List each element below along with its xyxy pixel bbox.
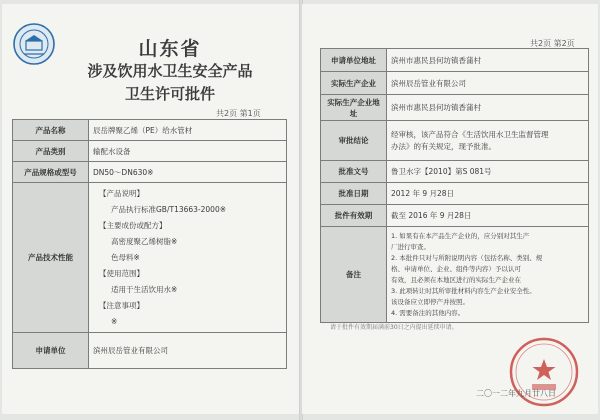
value-category: 输配水设备: [89, 141, 287, 162]
label-producer-address: 实际生产企业地址: [321, 95, 387, 121]
label-approval-no: 批准文号: [321, 161, 387, 183]
remark-line: 1. 如果有在本产品生产企业的，应分别对其生产: [391, 231, 530, 240]
value-producer: 滨州辰岳管业有限公司: [387, 72, 589, 95]
remark-line: 厂进行审查。: [391, 242, 430, 251]
value-spec: DN50～DN630※: [89, 162, 287, 183]
value-approval-no: 鲁卫水字【2010】第S 081号: [387, 161, 589, 183]
row-tech: [13, 183, 287, 333]
label-tech: 产品技术性能: [13, 183, 89, 333]
row-applicant: [13, 333, 287, 369]
title-product-type: 涉及饮用水卫生安全产品: [87, 62, 253, 80]
tech-line: 产品执行标准GB/T13663-2000※: [111, 204, 227, 214]
tech-line: 【使用范围】: [99, 268, 144, 278]
value-applicant-address: 滨州市惠民县何坊镇香蒲村: [387, 49, 589, 72]
label-remarks: 备注: [321, 227, 387, 323]
value-applicant: 滨州辰岳管业有限公司: [89, 333, 287, 369]
row-approval-no: [321, 161, 589, 183]
title-province: 山东省: [138, 38, 202, 60]
tech-line: ※: [111, 316, 118, 326]
label-opinion: 审批结论: [321, 121, 387, 161]
label-spec: 产品规格或型号: [13, 162, 89, 183]
remark-line: 该设备应立即停产并按照。: [391, 297, 469, 306]
remark-line: 2. 本批件只对与所附说明内容（包括名称、类别、规: [391, 253, 543, 262]
opinion-line: 办法》的有关规定，现予批准。: [391, 141, 496, 151]
remark-line: 有效，且必须在本地区进行的实际生产企业在: [391, 275, 521, 284]
row-category: [13, 141, 287, 162]
value-remarks: [387, 227, 589, 323]
value-tech: [89, 183, 287, 333]
page-indicator-right: 共2页 第2页: [530, 39, 575, 48]
row-product-name: [13, 120, 287, 141]
tech-line: 高密度聚乙烯树脂※: [111, 236, 178, 246]
value-opinion: [387, 121, 589, 161]
footnote: 请于批件有效期届满前30日之内提出延续申请。: [330, 324, 458, 331]
left-info-table: [12, 119, 287, 369]
label-applicant-address: 申请单位地址: [321, 49, 387, 72]
label-applicant: 申请单位: [13, 333, 89, 369]
row-remarks: [321, 227, 589, 323]
value-valid-until: 截至 2016 年 9 月28日: [387, 205, 589, 227]
row-opinion: [321, 121, 589, 161]
tech-line: 【产品说明】: [99, 188, 144, 198]
label-approval-date: 批准日期: [321, 183, 387, 205]
label-valid-until: 批件有效期: [321, 205, 387, 227]
national-emblem-icon: [12, 22, 56, 66]
remark-line: 格、申请单位、企业、组件等内容）予以认可: [391, 264, 521, 273]
value-producer-address: 滨州市惠民县何坊镇香蒲村: [387, 95, 589, 121]
tech-line: 适用于生活饮用水※: [111, 284, 178, 294]
value-product-name: 辰岳牌聚乙烯（PE）给水管材: [89, 120, 287, 141]
value-approval-date: 2012 年 9 月28日: [387, 183, 589, 205]
row-spec: [13, 162, 287, 183]
remark-line: 3. 此项转让时其所审批材料内容生产企业安全性。: [391, 286, 536, 295]
opinion-line: 经审核，该产品符合《生活饮用水卫生监督管理: [391, 129, 549, 139]
tech-line: 色母料※: [111, 252, 140, 262]
row-valid-until: [321, 205, 589, 227]
title-document-type: 卫生许可批件: [124, 85, 215, 103]
stamp-date: 二〇一二年九月廿八日: [476, 389, 556, 398]
row-applicant-address: [321, 49, 589, 72]
right-info-table: [320, 48, 589, 323]
row-producer-address: [321, 95, 589, 121]
row-producer: [321, 72, 589, 95]
label-category: 产品类别: [13, 141, 89, 162]
tech-line: 【注意事项】: [99, 300, 144, 310]
remark-line: 4. 需要备注的其他内容。: [391, 308, 465, 317]
row-approval-date: [321, 183, 589, 205]
label-producer: 实际生产企业: [321, 72, 387, 95]
label-product-name: 产品名称: [13, 120, 89, 141]
page-indicator-left: 共2页 第1页: [216, 109, 261, 118]
tech-line: 【主要成份或配方】: [99, 220, 167, 230]
